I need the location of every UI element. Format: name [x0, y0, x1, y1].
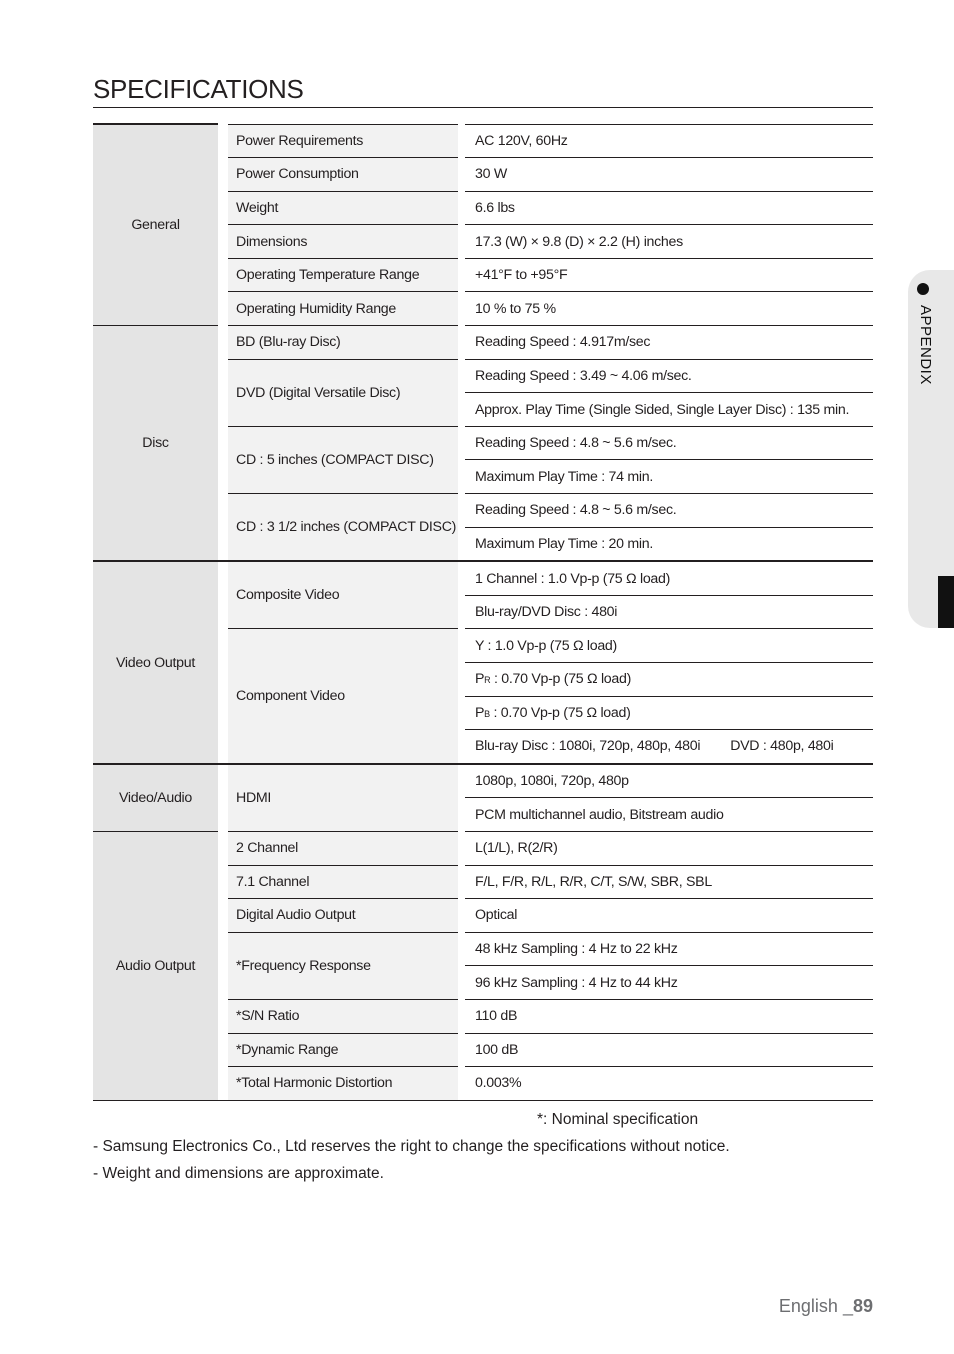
item-cell: *Frequency Response: [228, 932, 458, 999]
table-row: [93, 831, 873, 865]
value-cell: 10 % to 75 %: [465, 292, 873, 326]
side-tab-label: APPENDIX: [917, 305, 934, 385]
approximate-note: - Weight and dimensions are approximate.: [93, 1165, 384, 1182]
table-row: [93, 561, 873, 595]
category-cell: General: [93, 124, 218, 326]
item-cell: DVD (Digital Versatile Disc): [228, 359, 458, 426]
page-title: SPECIFICATIONS: [93, 74, 304, 104]
item-cell: CD : 3 1/2 inches (COMPACT DISC): [228, 494, 458, 562]
value-cell: 96 kHz Sampling : 4 Hz to 44 kHz: [465, 966, 873, 1000]
value-cell: Optical: [465, 899, 873, 933]
disclaimer-note: - Samsung Electronics Co., Ltd reserves the right to change the specifications without notice.: [93, 1138, 730, 1155]
value-cell: Blu-ray/DVD Disc : 480i: [465, 595, 873, 629]
item-cell: BD (Blu-ray Disc): [228, 326, 458, 360]
value-cell: Maximum Play Time : 74 min.: [465, 460, 873, 494]
value-cell: PB : 0.70 Vp-p (75 Ω load): [465, 696, 873, 730]
value-cell: Reading Speed : 3.49 ~ 4.06 m/sec.: [465, 359, 873, 393]
value-cell: Maximum Play Time : 20 min.: [465, 527, 873, 561]
bullet-icon: [917, 283, 929, 295]
value-cell: Approx. Play Time (Single Sided, Single Layer Disc) : 135 min.: [465, 393, 873, 427]
item-cell: Digital Audio Output: [228, 899, 458, 933]
value-cell: AC 120V, 60Hz: [465, 124, 873, 158]
item-cell: Operating Humidity Range: [228, 292, 458, 326]
value-cell: 30 W: [465, 158, 873, 192]
table-row: [93, 764, 873, 798]
value-cell: PR : 0.70 Vp-p (75 Ω load): [465, 663, 873, 697]
item-cell: Operating Temperature Range: [228, 258, 458, 292]
category-cell: Video/Audio: [93, 764, 218, 832]
category-cell: Disc: [93, 326, 218, 562]
value-cell: 110 dB: [465, 999, 873, 1033]
value-cell: 1 Channel : 1.0 Vp-p (75 Ω load): [465, 561, 873, 595]
value-cell: Reading Speed : 4.8 ~ 5.6 m/sec.: [465, 426, 873, 460]
value-cell: Reading Speed : 4.917m/sec: [465, 326, 873, 360]
value-cell: PCM multichannel audio, Bitstream audio: [465, 798, 873, 832]
value-cell: Reading Speed : 4.8 ~ 5.6 m/sec.: [465, 494, 873, 528]
value-cell: 1080p, 1080i, 720p, 480p: [465, 764, 873, 798]
item-cell: Power Consumption: [228, 158, 458, 192]
item-cell: Weight: [228, 191, 458, 225]
value-cell: F/L, F/R, R/L, R/R, C/T, S/W, SBR, SBL: [465, 865, 873, 899]
item-cell: *S/N Ratio: [228, 999, 458, 1033]
value-cell: 6.6 lbs: [465, 191, 873, 225]
value-cell: 100 dB: [465, 1033, 873, 1067]
nominal-note: *: Nominal specification: [537, 1111, 699, 1128]
category-cell: Video Output: [93, 561, 218, 764]
value-cell: L(1/L), R(2/R): [465, 831, 873, 865]
item-cell: 2 Channel: [228, 831, 458, 865]
value-cell: 48 kHz Sampling : 4 Hz to 22 kHz: [465, 932, 873, 966]
title-divider: [93, 107, 873, 108]
page-number: 89: [852, 1296, 873, 1316]
value-cell: 0.003%: [465, 1067, 873, 1101]
item-cell: *Dynamic Range: [228, 1033, 458, 1067]
page-footer: [779, 1296, 873, 1317]
item-cell: Dimensions: [228, 225, 458, 259]
spec-table: [93, 123, 873, 1101]
item-cell: CD : 5 inches (COMPACT DISC): [228, 426, 458, 493]
item-cell: HDMI: [228, 764, 458, 832]
item-cell: 7.1 Channel: [228, 865, 458, 899]
table-row: [93, 326, 873, 360]
footer-language: English _: [778, 1296, 853, 1316]
value-cell: Blu-ray Disc : 1080i, 720p, 480p, 480i DVD : 480p, 480i: [465, 730, 873, 764]
item-cell: Composite Video: [228, 561, 458, 629]
value-cell: 17.3 (W) × 9.8 (D) × 2.2 (H) inches: [465, 225, 873, 259]
item-cell: *Total Harmonic Distortion: [228, 1067, 458, 1101]
table-row: [93, 124, 873, 158]
side-tab-marker: [938, 576, 954, 628]
item-cell: Component Video: [228, 629, 458, 764]
value-cell: Y : 1.0 Vp-p (75 Ω load): [465, 629, 873, 663]
value-cell: +41°F to +95°F: [465, 258, 873, 292]
item-cell: Power Requirements: [228, 124, 458, 158]
category-cell: Audio Output: [93, 831, 218, 1100]
